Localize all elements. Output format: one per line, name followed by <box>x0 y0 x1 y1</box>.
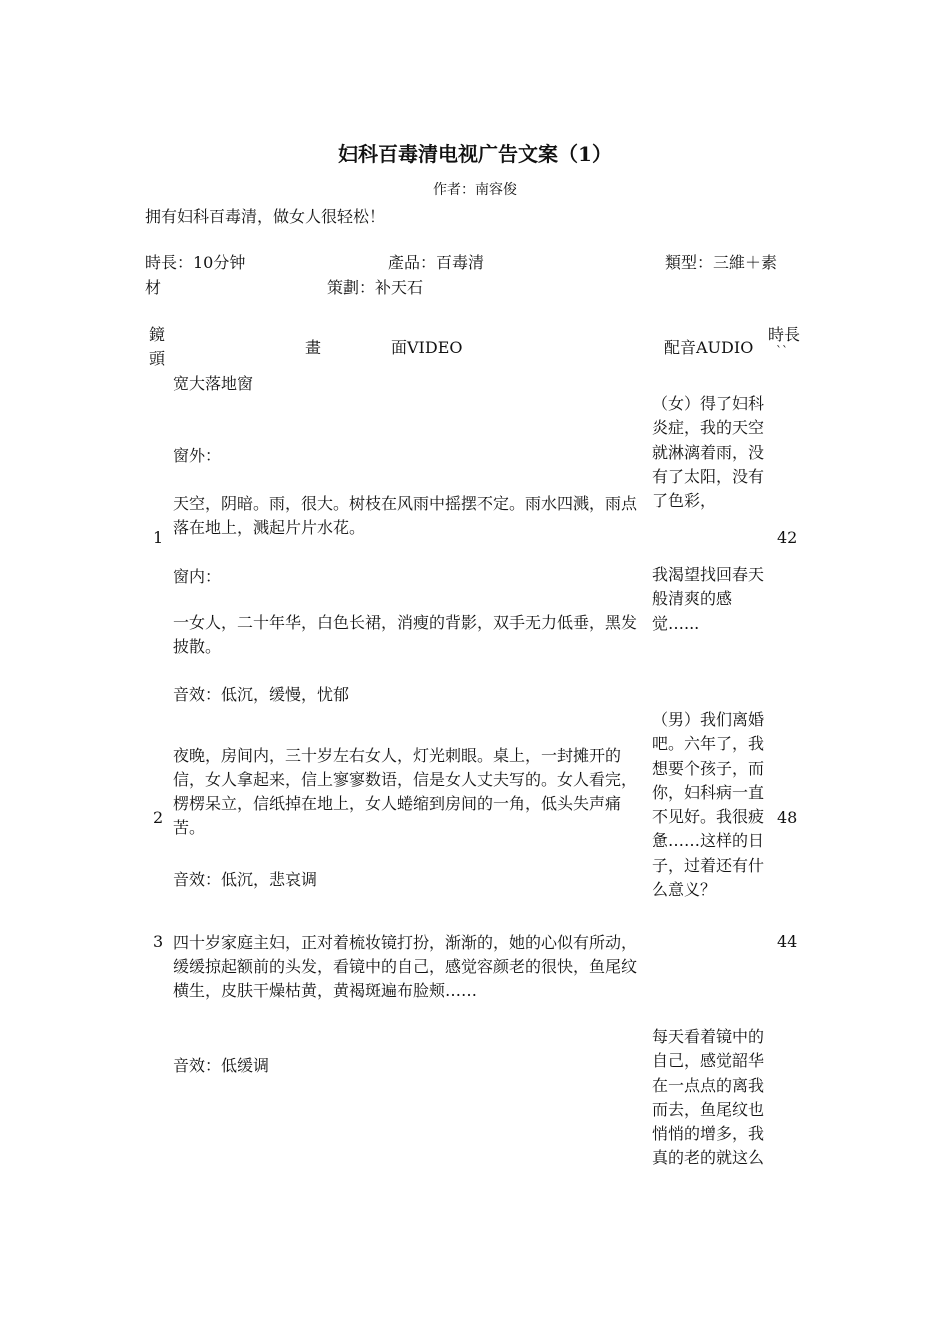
scene-audio-text: （女）得了妇科炎症，我的天空就淋漓着雨，没有了太阳，没有了色彩， <box>652 394 765 511</box>
scene-video-line: 宽大落地窗 <box>173 374 254 393</box>
header-video-part2: 面VIDEO <box>391 338 463 357</box>
scene-audio-text: 每天看着镜中的自己，感觉韶华在一点点的离我而去，鱼尾纹也悄悄的增多，我真的老的就这么 <box>652 1027 765 1168</box>
meta-type-continued: 材 <box>145 278 162 297</box>
scene-duration: 48 <box>777 808 798 827</box>
author-line: 作者：南容俊 <box>433 182 517 198</box>
meta-type: 類型：三維＋素 <box>665 253 778 272</box>
scene-video-line: 窗外： <box>173 446 222 465</box>
meta-planner: 策劃：补天石 <box>327 278 424 297</box>
document-title: 妇科百毒清电视广告文案（1） <box>338 142 612 166</box>
header-shot-line2: 頭 <box>149 349 166 368</box>
scene-sound-effect: 音效：低沉，缓慢，忧郁 <box>173 685 350 704</box>
slogan: 拥有妇科百毒清，做女人很轻松！ <box>145 207 386 226</box>
header-time-line1: 時長 <box>768 325 801 344</box>
scene-audio-text: （男）我们离婚吧。六年了，我想要个孩子，而你，妇科病一直不见好。我很疲惫……这样的日子，过着还有什么意义？ <box>652 710 765 900</box>
header-audio: 配音AUDIO <box>664 338 754 357</box>
meta-product: 產品：百毒清 <box>388 253 485 272</box>
header-time-line2: `` <box>776 344 788 358</box>
header-shot-line1: 鏡 <box>149 325 166 344</box>
scene-duration: 42 <box>777 528 798 547</box>
scene-video-line: 窗内： <box>173 567 222 586</box>
scene-video-paragraph: 天空，阴暗。雨，很大。树枝在风雨中摇摆不定。雨水四溅，雨点落在地上，溅起片片水花。 <box>173 494 638 537</box>
scene-video-paragraph: 夜晚，房间内，三十岁左右女人，灯光刺眼。桌上，一封摊开的信，女人拿起来，信上寥寥数语，信是女人丈夫写的。女人看完，楞楞呆立，信纸掉在地上，女人蜷缩到房间的一角，低头失声痛苦。 <box>173 746 638 837</box>
scene-number: 1 <box>153 528 164 547</box>
scene-audio-text: 我渴望找回春天般清爽的感觉…... <box>652 565 765 633</box>
scene-sound-effect: 音效：低沉，悲哀调 <box>173 870 318 889</box>
scene-video-paragraph: 四十岁家庭主妇，正对着梳妆镜打扮，渐渐的，她的心似有所动，缓缓掠起额前的头发，看镜中的自己，感觉容颜老的很快，鱼尾纹横生，皮肤干燥枯黄，黄褐斑遍布脸颊…… <box>173 933 638 1000</box>
scene-sound-effect: 音效：低缓调 <box>173 1056 270 1075</box>
header-video-part1: 畫 <box>305 338 322 357</box>
scene-video-paragraph: 一女人，二十年华，白色长裙，消瘦的背影，双手无力低垂，黑发披散。 <box>173 613 638 656</box>
scene-duration: 44 <box>777 932 798 951</box>
scene-number: 3 <box>153 932 164 951</box>
meta-duration: 時長：10分钟 <box>145 253 246 272</box>
scene-number: 2 <box>153 808 164 827</box>
